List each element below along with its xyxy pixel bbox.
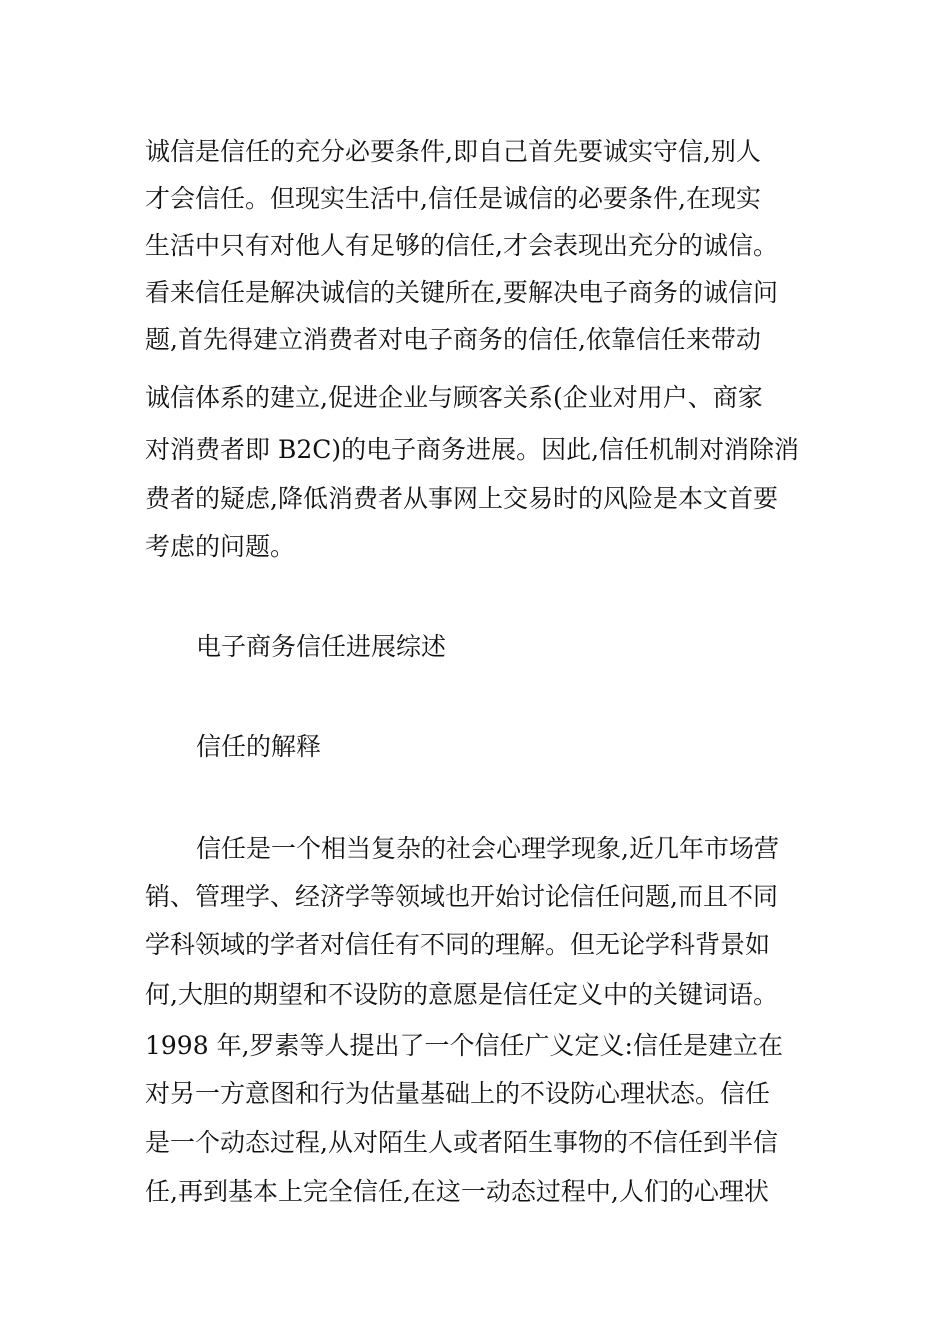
paragraph-line: 诚信是信任的充分必要条件,即自己首先要诚实守信,别人 (145, 137, 761, 166)
paragraph-line: 诚信体系的建立,促进企业与顾客关系(企业对用户、商家 (145, 383, 763, 412)
paragraph-line: 对另一方意图和行为估量基础上的不设防心理状态。信任 (145, 1079, 771, 1108)
paragraph-line: 何,大胆的期望和不设防的意愿是信任定义中的关键词语。 (145, 980, 778, 1009)
paragraph-line: 学科领域的学者对信任有不同的理解。但无论学科背景如 (145, 930, 771, 959)
paragraph-line: 考虑的问题。 (145, 532, 296, 561)
paragraph-line: 信任是一个相当复杂的社会心理学现象,近几年市场营 (196, 834, 779, 863)
paragraph-line: 1998 年,罗素等人提出了一个信任广义定义:信任是建立在 (145, 1031, 783, 1060)
paragraph-line: 任,再到基本上完全信任,在这一动态过程中,人们的心理状 (145, 1177, 769, 1206)
paragraph-line: 题,首先得建立消费者对电子商务的信任,依靠信任来带动 (145, 325, 761, 354)
paragraph-line: 销、管理学、经济学等领域也开始讨论信任问题,而且不同 (145, 882, 778, 911)
paragraph-line: 对消费者即 B2C)的电子商务进展。因此,信任机制对消除消 (145, 435, 800, 464)
paragraph-line: 看来信任是解决诚信的关键所在,要解决电子商务的诚信问 (145, 278, 778, 307)
subsection-heading: 信任的解释 (196, 732, 322, 761)
paragraph-line: 是一个动态过程,从对陌生人或者陌生事物的不信任到半信 (145, 1128, 778, 1157)
section-heading: 电子商务信任进展综述 (196, 632, 447, 661)
paragraph-line: 才会信任。但现实生活中,信任是诚信的必要条件,在现实 (145, 184, 761, 213)
paragraph-line: 生活中只有对他人有足够的信任,才会表现出充分的诚信。 (145, 231, 778, 260)
paragraph-line: 费者的疑虑,降低消费者从事网上交易时的风险是本文首要 (145, 484, 778, 513)
